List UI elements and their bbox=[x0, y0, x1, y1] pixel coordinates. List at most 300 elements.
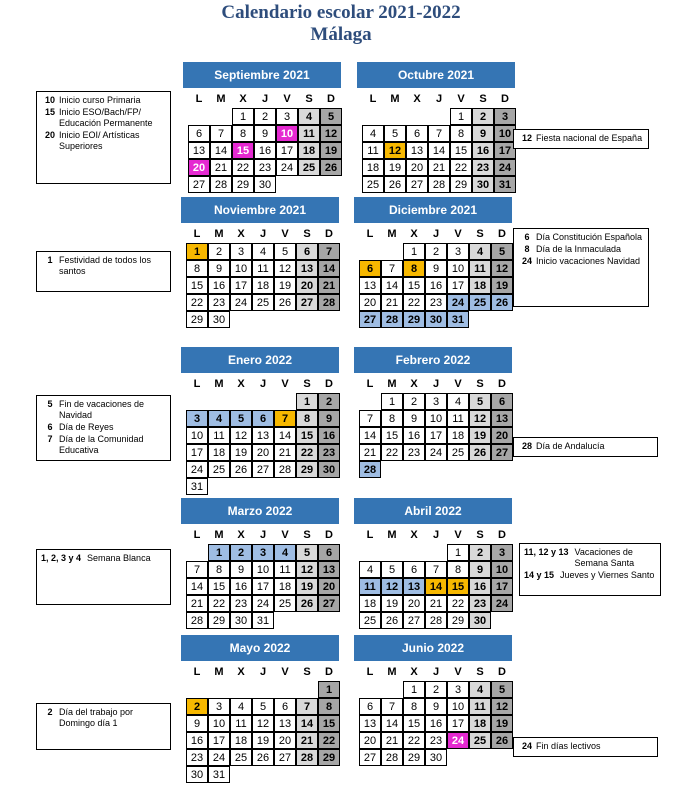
day-cell: 6 bbox=[359, 698, 381, 715]
legend-entry bbox=[518, 244, 644, 255]
day-cell: 11 bbox=[469, 260, 491, 277]
day-cell: 17 bbox=[230, 277, 252, 294]
day-cell: 24 bbox=[447, 294, 469, 311]
weekday-label: X bbox=[413, 93, 421, 105]
weekday-label: X bbox=[410, 378, 418, 390]
day-cell: 15 bbox=[403, 277, 425, 294]
legend-entry bbox=[41, 255, 166, 277]
day-cell: 6 bbox=[274, 698, 296, 715]
day-cell: 18 bbox=[230, 732, 252, 749]
weekday-header-row bbox=[186, 526, 340, 544]
day-cell: 22 bbox=[403, 294, 425, 311]
legend-box bbox=[36, 251, 171, 292]
day-cell: 12 bbox=[491, 260, 513, 277]
day-cell: 12 bbox=[274, 260, 296, 277]
day-cell: 23 bbox=[318, 444, 340, 461]
day-cell: 31 bbox=[494, 176, 516, 193]
day-cell: 30 bbox=[230, 612, 252, 629]
day-cell: 26 bbox=[469, 444, 491, 461]
day-cell: 9 bbox=[186, 715, 208, 732]
month-header: Mayo 2022 bbox=[181, 635, 339, 661]
day-cell: 5 bbox=[230, 410, 252, 427]
legend-day: 6 bbox=[524, 232, 530, 242]
day-cell: 14 bbox=[381, 715, 403, 732]
day-cell: 6 bbox=[296, 243, 318, 260]
weekday-label: L bbox=[193, 378, 201, 390]
day-cell: 24 bbox=[252, 595, 274, 612]
weekday-label: L bbox=[366, 228, 374, 240]
legend-entry bbox=[41, 107, 166, 129]
weekday-label: V bbox=[281, 529, 289, 541]
day-cell: 27 bbox=[318, 595, 340, 612]
legend-text: Día de la Inmaculada bbox=[536, 244, 622, 254]
day-cell: 6 bbox=[359, 260, 381, 277]
legend-box bbox=[519, 543, 661, 596]
day-cell: 20 bbox=[406, 159, 428, 176]
legend-entry bbox=[41, 707, 166, 729]
legend-entry bbox=[518, 441, 653, 452]
month-calendar bbox=[359, 498, 513, 627]
day-cell: 7 bbox=[381, 260, 403, 277]
weekday-label: L bbox=[193, 666, 201, 678]
day-cell: 27 bbox=[406, 176, 428, 193]
day-cell: 23 bbox=[425, 294, 447, 311]
day-cell: 6 bbox=[406, 125, 428, 142]
day-cell: 26 bbox=[384, 176, 406, 193]
day-cell: 11 bbox=[298, 125, 320, 142]
day-cell: 1 bbox=[208, 544, 230, 561]
weekday-label: D bbox=[325, 666, 333, 678]
weekday-label: X bbox=[410, 666, 418, 678]
weekday-label: L bbox=[366, 666, 374, 678]
day-cell: 2 bbox=[254, 108, 276, 125]
day-cell: 17 bbox=[447, 715, 469, 732]
day-cell: 19 bbox=[491, 715, 513, 732]
legend-text: Fin días lectivos bbox=[536, 741, 601, 751]
legend-text: Fin de vacaciones de Navidad bbox=[59, 399, 145, 420]
weekday-label: J bbox=[261, 93, 269, 105]
day-cell: 17 bbox=[252, 578, 274, 595]
day-cell: 12 bbox=[296, 561, 318, 578]
day-cell: 7 bbox=[359, 410, 381, 427]
day-cell: 5 bbox=[491, 243, 513, 260]
day-cell: 8 bbox=[447, 561, 469, 578]
day-cell: 11 bbox=[469, 698, 491, 715]
day-cell: 22 bbox=[381, 444, 403, 461]
weekday-label: X bbox=[410, 529, 418, 541]
weekday-header-row bbox=[188, 90, 342, 108]
legend-entry bbox=[518, 232, 644, 243]
day-cell: 4 bbox=[230, 698, 252, 715]
weekday-label: S bbox=[305, 93, 313, 105]
day-cell: 4 bbox=[298, 108, 320, 125]
weekday-label: J bbox=[432, 666, 440, 678]
weekday-header-row bbox=[359, 663, 513, 681]
day-cell: 11 bbox=[274, 561, 296, 578]
day-cell: 4 bbox=[274, 544, 296, 561]
legend-text: Día de Andalucía bbox=[536, 441, 605, 451]
day-cell: 14 bbox=[428, 142, 450, 159]
day-cell: 16 bbox=[469, 578, 491, 595]
weekday-label: L bbox=[369, 93, 377, 105]
day-cell: 8 bbox=[318, 698, 340, 715]
day-cell: 17 bbox=[491, 578, 513, 595]
month-calendar bbox=[186, 635, 340, 781]
legend-box bbox=[36, 91, 171, 184]
weekday-label: V bbox=[454, 228, 462, 240]
day-cell: 13 bbox=[491, 410, 513, 427]
day-cell: 9 bbox=[208, 260, 230, 277]
day-cell: 5 bbox=[469, 393, 491, 410]
legend-day: 1, 2, 3 y 4 bbox=[41, 553, 82, 563]
day-cell: 5 bbox=[491, 681, 513, 698]
day-cell: 25 bbox=[447, 444, 469, 461]
day-cell: 27 bbox=[491, 444, 513, 461]
day-cell: 28 bbox=[359, 461, 381, 478]
legend-text: Festividad de todos los santos bbox=[59, 255, 152, 276]
weekday-header-row bbox=[362, 90, 516, 108]
weekday-label: M bbox=[387, 666, 397, 678]
day-cell: 20 bbox=[403, 595, 425, 612]
day-cell: 14 bbox=[359, 427, 381, 444]
day-cell: 13 bbox=[274, 715, 296, 732]
legend-day: 24 bbox=[521, 256, 532, 266]
day-cell: 21 bbox=[296, 732, 318, 749]
legend-text: Día de Reyes bbox=[59, 422, 114, 432]
day-cell: 2 bbox=[472, 108, 494, 125]
legend-text: Vacaciones de Semana Santa bbox=[574, 547, 635, 568]
day-cell: 21 bbox=[186, 595, 208, 612]
legend-entry bbox=[41, 399, 166, 421]
weekday-label: J bbox=[259, 666, 267, 678]
weekday-label: S bbox=[303, 378, 311, 390]
day-cell: 14 bbox=[186, 578, 208, 595]
day-cell: 19 bbox=[491, 277, 513, 294]
legend-entry bbox=[41, 553, 166, 564]
day-cell: 22 bbox=[447, 595, 469, 612]
day-cell: 12 bbox=[320, 125, 342, 142]
legend-day: 6 bbox=[47, 422, 53, 432]
day-cell: 13 bbox=[359, 277, 381, 294]
weekday-header-row bbox=[186, 225, 340, 243]
weekday-label: M bbox=[214, 228, 224, 240]
day-cell: 10 bbox=[252, 561, 274, 578]
day-cell: 17 bbox=[494, 142, 516, 159]
day-cell: 13 bbox=[296, 260, 318, 277]
day-cell: 28 bbox=[381, 749, 403, 766]
day-cell: 19 bbox=[381, 595, 403, 612]
weekday-label: S bbox=[303, 228, 311, 240]
day-cell: 12 bbox=[252, 715, 274, 732]
day-cell: 29 bbox=[232, 176, 254, 193]
day-cell: 15 bbox=[447, 578, 469, 595]
weekday-label: S bbox=[476, 666, 484, 678]
day-cell: 13 bbox=[252, 427, 274, 444]
day-cell: 24 bbox=[230, 294, 252, 311]
day-cell: 10 bbox=[230, 260, 252, 277]
day-cell: 23 bbox=[425, 732, 447, 749]
legend-day: 12 bbox=[521, 133, 532, 143]
day-cell: 16 bbox=[403, 427, 425, 444]
legend-text: Inicio curso Primaria bbox=[59, 95, 141, 105]
day-cell: 18 bbox=[359, 595, 381, 612]
day-cell: 28 bbox=[210, 176, 232, 193]
month-calendar bbox=[359, 347, 513, 476]
day-cell: 24 bbox=[186, 461, 208, 478]
weekday-label: V bbox=[454, 378, 462, 390]
day-cell: 23 bbox=[208, 294, 230, 311]
day-cell: 27 bbox=[403, 612, 425, 629]
day-cell: 30 bbox=[208, 311, 230, 328]
day-cell: 19 bbox=[384, 159, 406, 176]
weekday-label: J bbox=[259, 529, 267, 541]
day-cell: 19 bbox=[296, 578, 318, 595]
day-cell: 21 bbox=[428, 159, 450, 176]
day-cell: 25 bbox=[359, 612, 381, 629]
day-cell: 17 bbox=[276, 142, 298, 159]
day-cell: 6 bbox=[188, 125, 210, 142]
month-header: Noviembre 2021 bbox=[181, 197, 339, 223]
day-cell: 11 bbox=[252, 260, 274, 277]
day-cell: 8 bbox=[296, 410, 318, 427]
day-cell: 10 bbox=[447, 698, 469, 715]
day-cell: 25 bbox=[252, 294, 274, 311]
weekday-label: L bbox=[195, 93, 203, 105]
legend-box bbox=[36, 703, 171, 750]
weekday-label: X bbox=[237, 666, 245, 678]
day-cell: 24 bbox=[494, 159, 516, 176]
month-header: Octubre 2021 bbox=[357, 62, 515, 88]
day-cell: 1 bbox=[186, 243, 208, 260]
weekday-label: J bbox=[432, 529, 440, 541]
day-cell: 7 bbox=[296, 698, 318, 715]
day-cell: 25 bbox=[298, 159, 320, 176]
day-cell: 26 bbox=[274, 294, 296, 311]
day-cell: 13 bbox=[318, 561, 340, 578]
day-cell: 28 bbox=[425, 612, 447, 629]
day-cell: 20 bbox=[274, 732, 296, 749]
day-cell: 5 bbox=[296, 544, 318, 561]
day-cell: 21 bbox=[359, 444, 381, 461]
month-calendar bbox=[359, 197, 513, 326]
weekday-label: D bbox=[498, 378, 506, 390]
legend-entry bbox=[41, 130, 166, 152]
day-cell: 18 bbox=[362, 159, 384, 176]
day-cell: 19 bbox=[274, 277, 296, 294]
legend-entry bbox=[518, 741, 653, 752]
day-cell: 1 bbox=[403, 243, 425, 260]
page-subtitle: Málaga bbox=[310, 24, 372, 45]
day-cell: 16 bbox=[208, 277, 230, 294]
day-cell: 4 bbox=[447, 393, 469, 410]
legend-entry bbox=[524, 547, 656, 569]
day-cell: 11 bbox=[447, 410, 469, 427]
day-cell: 8 bbox=[403, 260, 425, 277]
day-cell: 10 bbox=[494, 125, 516, 142]
day-cell: 14 bbox=[425, 578, 447, 595]
day-cell: 27 bbox=[296, 294, 318, 311]
month-calendar bbox=[186, 498, 340, 627]
legend-box bbox=[36, 549, 171, 605]
day-cell: 16 bbox=[425, 715, 447, 732]
day-cell: 25 bbox=[274, 595, 296, 612]
day-cell: 16 bbox=[254, 142, 276, 159]
day-cell: 3 bbox=[208, 698, 230, 715]
legend-text: Día del trabajo por Domingo día 1 bbox=[59, 707, 134, 728]
day-cell: 2 bbox=[425, 681, 447, 698]
day-cell: 15 bbox=[186, 277, 208, 294]
legend-day: 7 bbox=[47, 434, 53, 444]
day-cell: 13 bbox=[359, 715, 381, 732]
day-cell: 13 bbox=[406, 142, 428, 159]
day-cell: 29 bbox=[450, 176, 472, 193]
day-cell: 12 bbox=[491, 698, 513, 715]
day-cell: 19 bbox=[230, 444, 252, 461]
day-cell: 16 bbox=[230, 578, 252, 595]
day-cell: 1 bbox=[450, 108, 472, 125]
day-cell: 1 bbox=[403, 681, 425, 698]
weekday-header-row bbox=[359, 225, 513, 243]
weekday-label: V bbox=[281, 666, 289, 678]
weekday-label: D bbox=[325, 529, 333, 541]
day-cell: 25 bbox=[362, 176, 384, 193]
day-cell: 8 bbox=[450, 125, 472, 142]
weekday-label: M bbox=[216, 93, 226, 105]
day-cell: 29 bbox=[318, 749, 340, 766]
day-cell: 31 bbox=[252, 612, 274, 629]
day-cell: 12 bbox=[381, 578, 403, 595]
day-cell: 30 bbox=[425, 311, 447, 328]
day-cell: 15 bbox=[296, 427, 318, 444]
day-cell: 9 bbox=[254, 125, 276, 142]
day-cell: 31 bbox=[186, 478, 208, 495]
weekday-label: L bbox=[366, 378, 374, 390]
day-cell: 29 bbox=[403, 311, 425, 328]
day-cell: 25 bbox=[208, 461, 230, 478]
day-cell: 10 bbox=[208, 715, 230, 732]
day-cell: 9 bbox=[403, 410, 425, 427]
day-cell: 7 bbox=[425, 561, 447, 578]
day-cell: 19 bbox=[320, 142, 342, 159]
day-cell: 2 bbox=[403, 393, 425, 410]
month-header: Febrero 2022 bbox=[354, 347, 512, 373]
month-header: Diciembre 2021 bbox=[354, 197, 512, 223]
day-cell: 4 bbox=[469, 243, 491, 260]
day-cell: 18 bbox=[469, 715, 491, 732]
day-cell: 3 bbox=[491, 544, 513, 561]
day-cell: 29 bbox=[186, 311, 208, 328]
weekday-label: J bbox=[435, 93, 443, 105]
day-cell: 7 bbox=[186, 561, 208, 578]
day-cell: 23 bbox=[186, 749, 208, 766]
day-cell: 28 bbox=[381, 311, 403, 328]
weekday-label: V bbox=[454, 529, 462, 541]
day-cell: 24 bbox=[208, 749, 230, 766]
weekday-label: L bbox=[366, 529, 374, 541]
day-cell: 20 bbox=[359, 294, 381, 311]
legend-text: Semana Blanca bbox=[87, 553, 151, 563]
weekday-header-row bbox=[186, 375, 340, 393]
weekday-header-row bbox=[359, 526, 513, 544]
day-cell: 6 bbox=[403, 561, 425, 578]
legend-text: Inicio vacaciones Navidad bbox=[536, 256, 641, 266]
weekday-label: M bbox=[387, 378, 397, 390]
day-cell: 29 bbox=[403, 749, 425, 766]
page-title: Calendario escolar 2021-2022 bbox=[221, 2, 461, 23]
day-cell: 30 bbox=[469, 612, 491, 629]
day-cell: 10 bbox=[425, 410, 447, 427]
day-cell: 1 bbox=[318, 681, 340, 698]
day-cell: 16 bbox=[425, 277, 447, 294]
day-cell: 2 bbox=[469, 544, 491, 561]
day-cell: 5 bbox=[384, 125, 406, 142]
month-header: Septiembre 2021 bbox=[183, 62, 341, 88]
day-cell: 8 bbox=[232, 125, 254, 142]
day-cell: 10 bbox=[447, 260, 469, 277]
day-cell: 15 bbox=[403, 715, 425, 732]
weekday-label: D bbox=[501, 93, 509, 105]
day-cell: 12 bbox=[384, 142, 406, 159]
day-cell: 17 bbox=[447, 277, 469, 294]
day-cell: 20 bbox=[359, 732, 381, 749]
day-cell: 24 bbox=[276, 159, 298, 176]
month-header: Enero 2022 bbox=[181, 347, 339, 373]
day-cell: 15 bbox=[232, 142, 254, 159]
day-cell: 26 bbox=[230, 461, 252, 478]
day-cell: 26 bbox=[491, 732, 513, 749]
day-cell: 29 bbox=[447, 612, 469, 629]
weekday-label: S bbox=[479, 93, 487, 105]
month-calendar bbox=[359, 635, 513, 764]
month-calendar bbox=[186, 347, 340, 493]
legend-day: 14 y 15 bbox=[524, 570, 555, 580]
day-cell: 9 bbox=[230, 561, 252, 578]
day-cell: 18 bbox=[208, 444, 230, 461]
legend-box bbox=[513, 437, 658, 457]
day-cell: 25 bbox=[469, 294, 491, 311]
weekday-label: V bbox=[457, 93, 465, 105]
day-cell: 23 bbox=[254, 159, 276, 176]
day-cell: 22 bbox=[450, 159, 472, 176]
day-cell: 22 bbox=[403, 732, 425, 749]
weekday-label: D bbox=[325, 228, 333, 240]
day-cell: 10 bbox=[491, 561, 513, 578]
day-cell: 11 bbox=[230, 715, 252, 732]
month-header: Marzo 2022 bbox=[181, 498, 339, 524]
day-cell: 3 bbox=[276, 108, 298, 125]
legend-day: 28 bbox=[521, 441, 532, 451]
legend-day: 8 bbox=[524, 244, 530, 254]
weekday-label: S bbox=[476, 228, 484, 240]
day-cell: 2 bbox=[425, 243, 447, 260]
weekday-label: S bbox=[476, 378, 484, 390]
day-cell: 1 bbox=[447, 544, 469, 561]
day-cell: 19 bbox=[252, 732, 274, 749]
day-cell: 21 bbox=[318, 277, 340, 294]
weekday-label: D bbox=[498, 529, 506, 541]
day-cell: 17 bbox=[186, 444, 208, 461]
day-cell: 1 bbox=[232, 108, 254, 125]
weekday-label: D bbox=[325, 378, 333, 390]
day-cell: 7 bbox=[274, 410, 296, 427]
weekday-label: M bbox=[387, 529, 397, 541]
weekday-label: J bbox=[432, 378, 440, 390]
day-cell: 29 bbox=[296, 461, 318, 478]
month-header: Junio 2022 bbox=[354, 635, 512, 661]
legend-box bbox=[36, 395, 171, 461]
day-cell: 1 bbox=[296, 393, 318, 410]
weekday-label: L bbox=[193, 228, 201, 240]
